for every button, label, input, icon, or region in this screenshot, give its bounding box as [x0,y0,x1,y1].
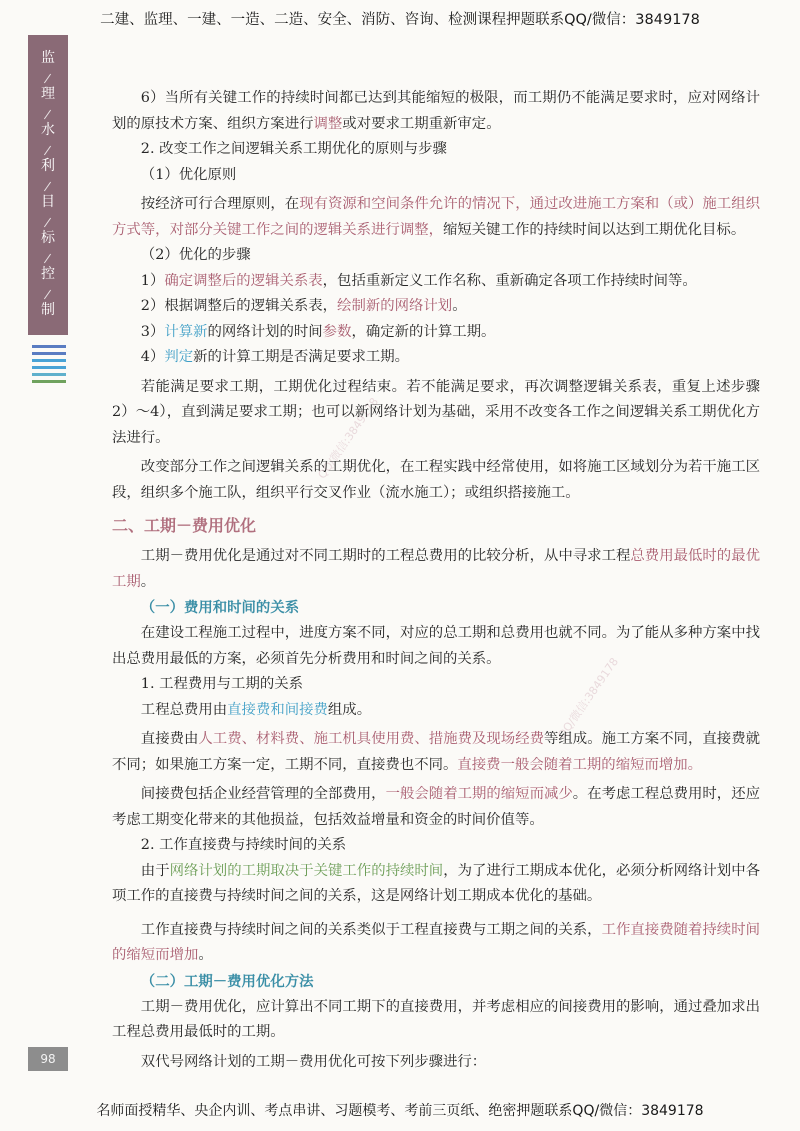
paragraph: 在建设工程施工过程中，进度方案不同，对应的总工期和总费用也就不同。为了能从多种方案中找出总费用最低的方案，必须首先分析费用和时间之间的关系。 [112,625,760,667]
side-tab [28,35,68,335]
subsection-title: （一）费用和时间的关系 [140,600,300,616]
side-tab-char: 标 [41,230,55,246]
subsection-title: （二）工期－费用优化方法 [140,973,314,990]
watermark: QQ/微信:3849178 [315,395,382,482]
side-tab-char: 监 [41,50,55,66]
heading-2-2: （2）优化的步骤 [140,247,251,263]
page-body [112,86,760,1075]
decor-stripe [32,352,66,355]
paragraph: 工程总费用由直接费和间接费组成。 [140,701,372,718]
decor-stripe [32,380,66,383]
section-title: 二、工期－费用优化 [112,516,257,535]
paragraph: 双代号网络计划的工期－费用优化可按下列步骤进行： [140,1053,487,1070]
heading-2: 2. 改变工作之间逻辑关系工期优化的原则与步骤 [140,141,447,157]
step-4: 4）判定新的计算工期是否满足要求工期。 [140,349,410,365]
paragraph: 按经济可行合理原则，在现有资源和空间条件允许的情况下，通过改进施工方案和（或）施工组织方式等，对部分关键工作之间的逻辑关系进行调整，缩短关键工作的持续时间以达到工期优化目标。 [112,196,760,238]
heading-4: 2. 工作直接费与持续时间的关系 [140,837,347,853]
paragraph: 6）当所有关键工作的持续时间都已达到其能缩短的极限，而工期仍不能满足要求时，应对网络计划的原技术方案、组织方案进行调整或对要求工期重新审定。 [112,90,760,132]
watermark: QQ/微信:3849178 [555,655,622,742]
step-3: 3）计算新的网络计划的时间参数，确定新的计算工期。 [140,323,496,340]
decor-stripe [32,359,66,362]
decor-stripe [32,366,66,369]
step-1: 1）确定调整后的逻辑关系表，包括重新定义工作名称、重新确定各项工作持续时间等。 [140,272,697,289]
paragraph: 由于网络计划的工期取决于关键工作的持续时间，为了进行工期成本优化，必须分析网络计划中各项工作的直接费与持续时间之间的关系，这是网络计划工期成本优化的基础。 [112,862,760,904]
page-number: 98 [28,1047,68,1071]
decor-stripe [32,345,66,348]
decor-stripe [32,373,66,376]
paragraph: 工作直接费与持续时间之间的关系类似于工程直接费与工期之间的关系，工作直接费随着持续时间的缩短而增加。 [112,921,760,963]
heading-2-1: （1）优化原则 [140,166,237,183]
side-tab-char: 理 [41,86,55,102]
paragraph: 直接费由人工费、材料费、施工机具使用费、措施费及现场经费等组成。施工方案不同，直接费就不同；如果施工方案一定，工期不同，直接费也不同。直接费一般会随着工期的缩短而增加。 [112,731,760,773]
side-tab-char: 利 [41,158,55,174]
side-tab-char: 水 [41,122,55,138]
side-tab-char: 制 [41,302,55,318]
side-tab-char: 控 [41,266,55,282]
step-2: 2）根据调整后的逻辑关系表，绘制新的网络计划。 [140,298,467,314]
heading-3: 1. 工程费用与工期的关系 [140,676,304,692]
paragraph: 若能满足要求工期，工期优化过程结束。若不能满足要求，再次调整逻辑关系表，重复上述步骤2）～4），直到满足要求工期；也可以新网络计划为基础，采用不改变各工作之间逻辑关系工期优化方法进行。 [112,378,760,446]
header-banner: 二建、监理、一建、一造、二造、安全、消防、咨询、检测课程押题联系QQ/微信：3849178 [100,12,700,28]
paragraph: 工期－费用优化是通过对不同工期时的工程总费用的比较分析，从中寻求工程总费用最低时的最优工期。 [112,548,760,590]
footer-banner: 名师面授精华、央企内训、考点串讲、习题模考、考前三页纸、绝密押题联系QQ/微信：3849178 [96,1103,704,1119]
paragraph: 间接费包括企业经营管理的全部费用，一般会随着工期的缩短而减少。在考虑工程总费用时，还应考虑工期变化带来的其他损益，包括效益增量和资金的时间价值等。 [112,786,760,828]
side-tab-char: 目 [41,194,55,210]
paragraph: 工期－费用优化，应计算出不同工期下的直接费用，并考虑相应的间接费用的影响，通过叠加求出工程总费用最低时的工期。 [112,998,760,1040]
paragraph: 改变部分工作之间逻辑关系的工期优化，在工程实践中经常使用，如将施工区域划分为若干施工区段，组织多个施工队，组织平行交叉作业（流水施工）；或组织搭接施工。 [112,459,760,501]
